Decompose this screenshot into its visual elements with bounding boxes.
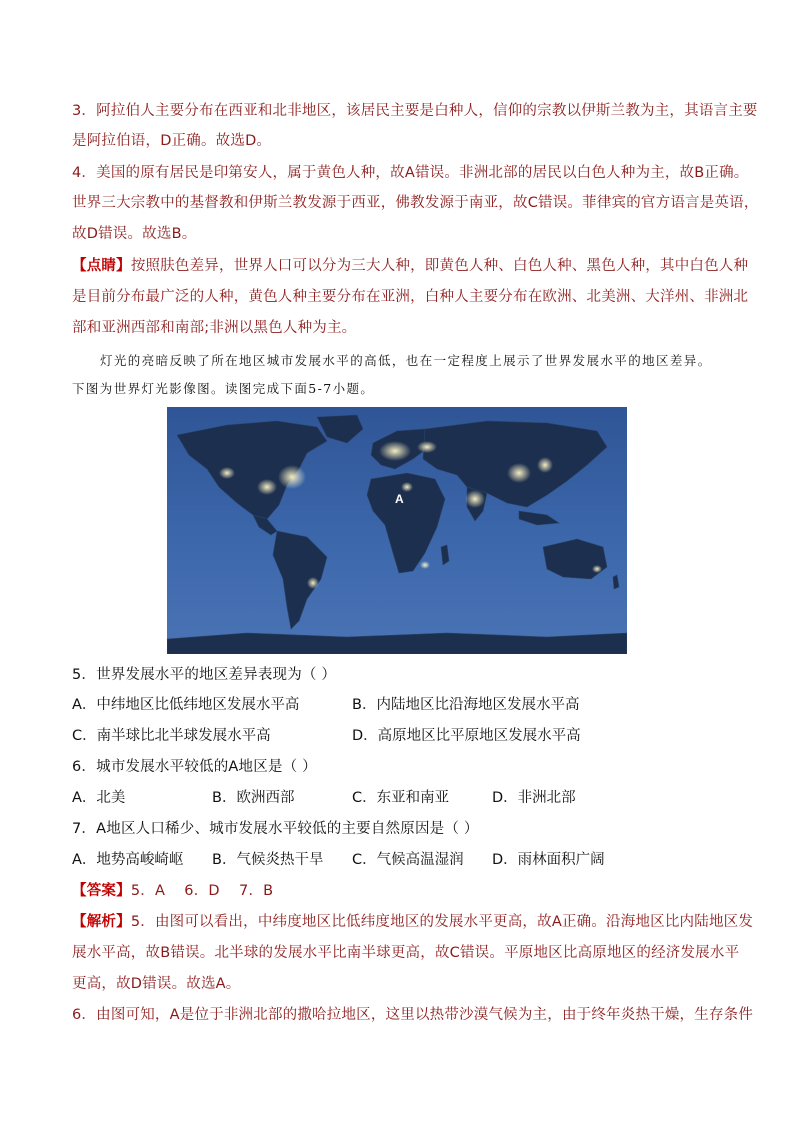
analysis-text-1: 5．由图可以看出，中纬度地区比低纬度地区的发展水平更高，故A正确。沿海地区比内陆地区发 (130, 914, 754, 930)
q6-option-b: B．欧洲西部 (212, 790, 295, 806)
analysis-line4: 6．由图可知，A是位于非洲北部的撒哈拉地区，这里以热带沙漠气候为主，由于终年炎热干燥，生存条件 (72, 1007, 754, 1023)
q7-option-c: C．气候高温湿润 (352, 852, 464, 868)
q6-option-a: A．北美 (72, 790, 126, 806)
q4-explanation-line3: 故D错误。故选B。 (72, 226, 197, 242)
answer-line (72, 881, 273, 901)
q5-option-a: A．中纬地区比低纬地区发展水平高 (72, 697, 300, 713)
analysis-tag: 【解析】 (72, 914, 131, 930)
world-night-lights-map (167, 407, 627, 654)
intro-line1: 灯光的亮暗反映了所在地区城市发展水平的高低，也在一定程度上展示了世界发展水平的地区差异。 (100, 353, 712, 368)
intro-line2: 下图为世界灯光影像图。读图完成下面5-7小题。 (72, 381, 375, 396)
q7-option-d: D．雨林面积广阔 (492, 852, 605, 868)
tip-line1 (72, 256, 748, 276)
answer-tag: 【答案】 (72, 883, 131, 899)
analysis-line2: 展水平高，故B错误。北半球的发展水平比南半球更高，故C错误。平原地区比高原地区的经济发展水平 (72, 945, 740, 961)
q7-option-b: B．气候炎热干旱 (212, 852, 324, 868)
answer-text: 5．A 6．D 7．B (130, 883, 274, 899)
q4-explanation-line1: 4．美国的原有居民是印第安人，属于黄色人种，故A错误。非洲北部的居民以白色人种为主，故B正确。 (72, 165, 749, 181)
q4-explanation-line2: 世界三大宗教中的基督教和伊斯兰教发源于西亚，佛教发源于南亚，故C错误。菲律宾的官方语言是英语， (72, 195, 759, 211)
analysis-line1 (72, 912, 753, 932)
tip-tag: 【点睛】 (72, 258, 131, 274)
q7-stem: 7．A地区人口稀少、城市发展水平较低的主要自然原因是（ ） (72, 821, 479, 837)
tip-line2: 是目前分布最广泛的人种，黄色人种主要分布在亚洲，白种人主要分布在欧洲、北美洲、大洋州、非洲北 (72, 289, 749, 305)
q6-stem: 6．城市发展水平较低的A地区是（ ） (72, 759, 317, 775)
map-label-a: A (395, 492, 404, 506)
analysis-line3: 更高，故D错误。故选A。 (72, 976, 241, 992)
q6-option-c: C．东亚和南亚 (352, 790, 450, 806)
q3-explanation-line1: 3．阿拉伯人主要分布在西亚和北非地区，该居民主要是白种人，信仰的宗教以伊斯兰教为主，其语言主要 (72, 103, 758, 119)
q3-explanation-line2: 是阿拉伯语，D正确。故选D。 (72, 133, 272, 149)
q6-option-d: D．非洲北部 (492, 790, 576, 806)
tip-text: 按照肤色差异，世界人口可以分为三大人种，即黄色人种、白色人种、黑色人种，其中白色人种 (130, 258, 749, 274)
q5-option-b: B．内陆地区比沿海地区发展水平高 (352, 697, 580, 713)
tip-line3: 部和亚洲西部和南部;非洲以黑色人种为主。 (72, 320, 357, 336)
q5-option-d: D．高原地区比平原地区发展水平高 (352, 728, 581, 744)
q5-stem: 5．世界发展水平的地区差异表现为（ ） (72, 667, 337, 683)
q7-option-a: A．地势高峻崎岖 (72, 852, 184, 868)
q5-option-c: C．南半球比北半球发展水平高 (72, 728, 271, 744)
